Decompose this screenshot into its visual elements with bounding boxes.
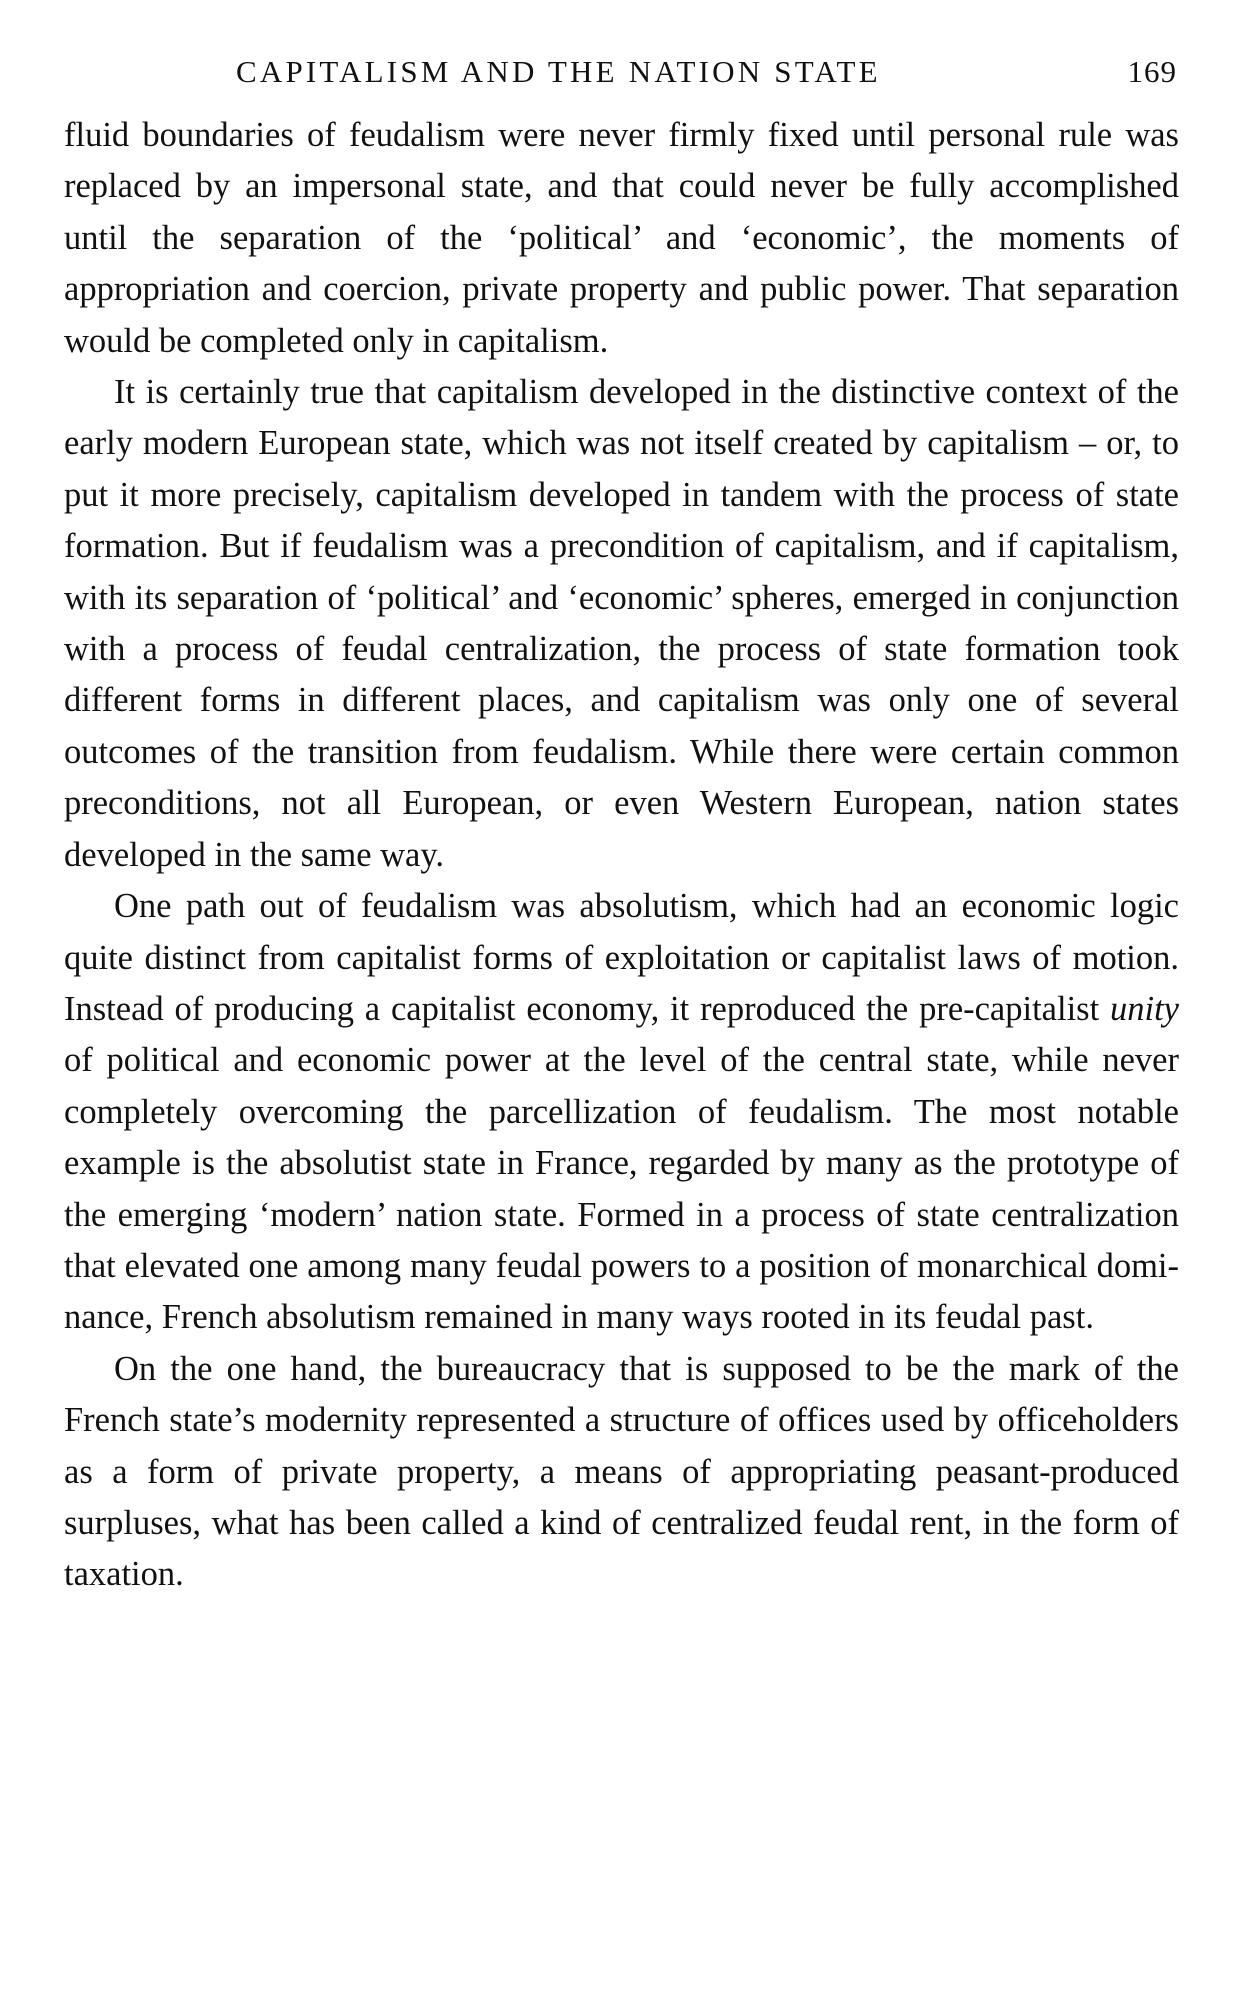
book-page bbox=[64, 50, 1179, 1601]
paragraph-4: On the one hand, the bureaucracy that is supposed to be the mark of the French state’s modernity represented a structure of offices used by officeholders as a form of private property, a means of appropriating peasant-produced surpluses, what has been called a kind of centralized feudal rent, in the form of taxation. bbox=[64, 1349, 1179, 1594]
page-number: 169 bbox=[1127, 54, 1177, 89]
paragraph-3 bbox=[64, 881, 1179, 1344]
paragraph-3-text-after: of political and economic power at the level of the central state, while never completely overcoming the parcellization of feudalism. The most notable example is the absolutist state in France, regarded by many as the prototype of the emerging ‘modern’ nation state. Formed in a process of state centralization that elevated one among many feudal powers to a position of monarchical dominance, French absolutism remained in many ways rooted in its feudal past. bbox=[64, 1041, 1179, 1337]
body-text bbox=[64, 110, 1179, 1601]
paragraph-1: fluid boundaries of feudalism were never firmly fixed until personal rule was replaced by an impersonal state, and that could never be fully accomplished until the separation of the ‘political’ and ‘economic’, the moments of appropriation and coercion, private property and public power. That separation would be completed only in capitalism. bbox=[64, 116, 1179, 360]
paragraph-3-text-before: One path out of feudalism was absolutism, which had an economic logic quite distinct from capitalist forms of exploitation or capitalist laws of motion. Instead of producing a capitalist economy, it reproduced the pre-capitalist bbox=[64, 887, 1179, 1028]
paragraph-3-emphasis: unity bbox=[1110, 989, 1179, 1028]
running-head bbox=[64, 50, 1179, 100]
paragraph-2: It is certainly true that capitalism developed in the distinctive context of the early modern European state, which was not itself created by capitalism – or, to put it more precisely, capitalism developed in tandem with the process of state formation. But if feudalism was a precondition of capitalism, and if capitalism, with its separation of ‘political’ and ‘economic’ spheres, emerged in conjunction with a process of feudal centralization, the process of state formation took different forms in different places, and capitalism was only one of several outcomes of the transition from feudalism. While there were certain common preconditions, not all European, or even Western European, nation states developed in the same way. bbox=[64, 373, 1179, 874]
running-title: CAPITALISM AND THE NATION STATE bbox=[236, 54, 881, 89]
